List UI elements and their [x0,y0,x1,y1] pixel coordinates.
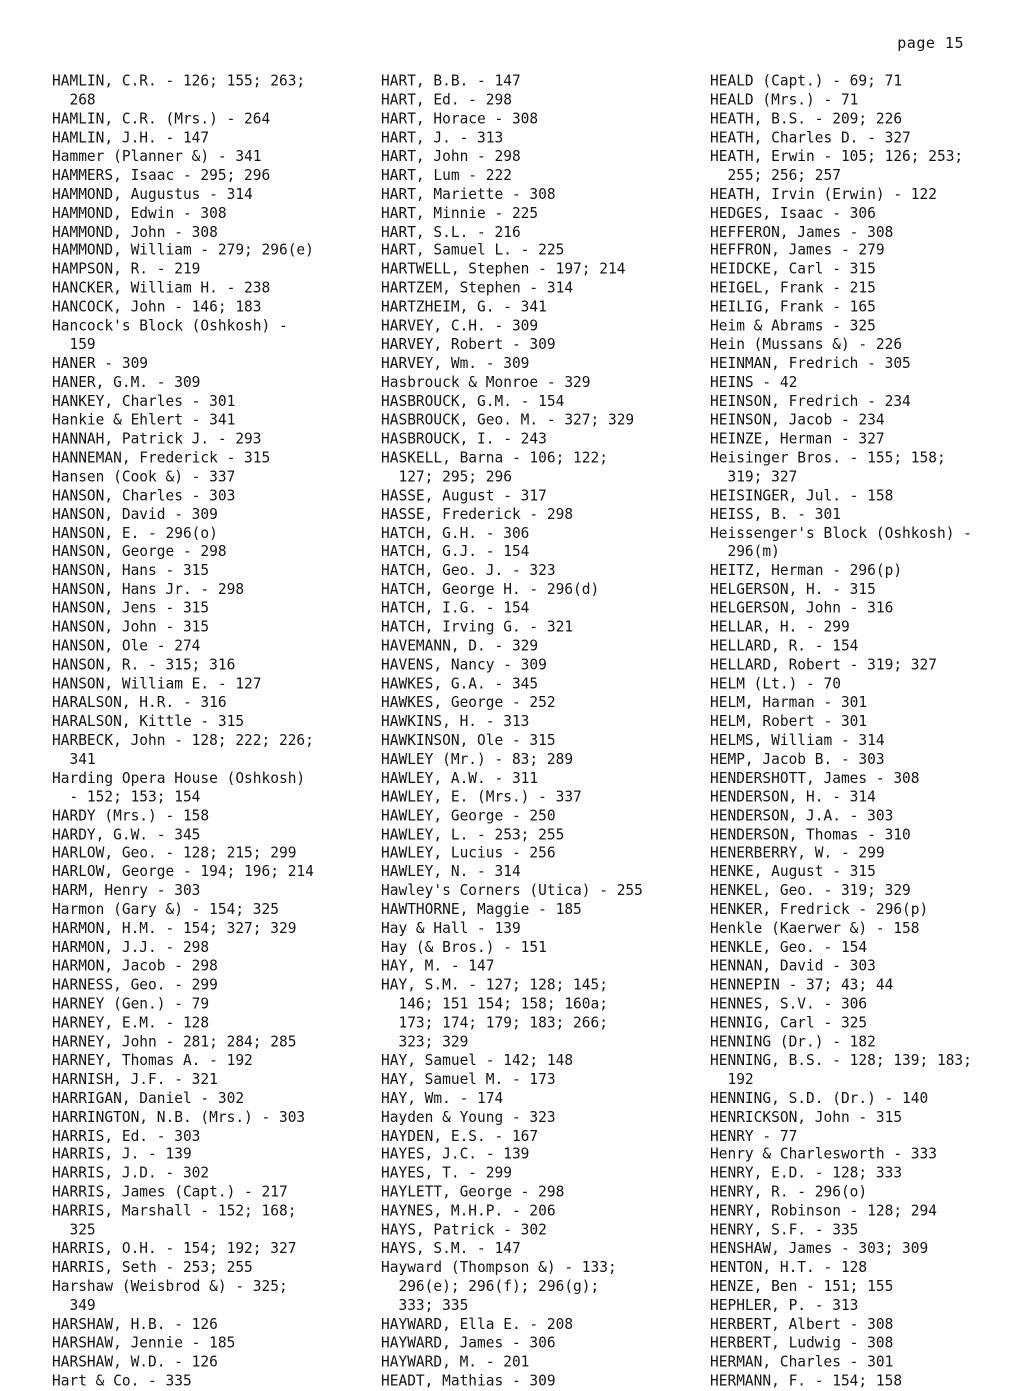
index-entry-line: HARVEY, C.H. - 309 [381,317,539,335]
index-entry-line: HAWKINSON, Ole - 315 [381,732,556,750]
index-entry-line: HAWKES, G.A. - 345 [381,675,539,693]
index-entry-line: HAWKINS, H. - 313 [381,713,530,731]
index-entry-line: HEITZ, Herman - 296(p) [710,562,903,580]
index-entry-line: HAYWARD, M. - 201 [381,1353,530,1371]
index-entry-line: HAYES, T. - 299 [381,1165,512,1183]
index-entry-line: HERBERT, Ludwig - 308 [710,1334,894,1352]
index-entry-line: HARTWELL, Stephen - 197; 214 [381,261,626,279]
index-entry-line: HAY, M. - 147 [381,958,495,976]
index-entry-line: HARALSON, Kittle - 315 [52,713,245,731]
index-entry-line: HEPHLER, P. - 313 [710,1297,859,1315]
index-entry-line: HEINMAN, Fredrich - 305 [710,355,911,373]
index-entry-line: HARLOW, George - 194; 196; 214 [52,864,314,881]
index-entry-line: Hammer (Planner &) - 341 [52,148,262,166]
index-entry-line: HASBROUCK, G.M. - 154 [381,393,565,410]
index-column-1 [52,73,352,1391]
index-entry-line: HATCH, G.J. - 154 [381,543,530,561]
index-entry-line: HEINZE, Herman - 327 [710,430,885,448]
index-entry-line: Hancock's Block (Oshkosh) - [52,317,288,335]
index-entry-line: HAYS, S.M. - 147 [381,1240,521,1258]
index-entry-line: HENNING, S.D. (Dr.) - 140 [710,1090,929,1107]
index-entry-line: HAYWARD, Ella E. - 208 [381,1316,574,1333]
index-entry-line: HELM, Robert - 301 [710,713,868,731]
index-entry-line: HANER, G.M. - 309 [52,374,201,392]
index-entry-line: HEILIG, Frank - 165 [710,299,876,316]
index-entry-line: HARRIS, Marshall - 152; 168; [52,1203,297,1220]
index-entry-line: HANSON, John - 315 [52,619,210,636]
index-entry-line: HAWLEY, E. (Mrs.) - 337 [381,788,582,806]
index-entry-line: HENNEPIN - 37; 43; 44 [710,977,894,994]
index-entry-line: HASSE, Frederick - 298 [381,506,574,523]
index-entry-line: HATCH, Geo. J. - 323 [381,562,556,580]
index-entry-line: HAMLIN, J.H. - 147 [52,129,210,147]
index-entry-line: HARNESS, Geo. - 299 [52,977,218,994]
index-entry-line: HEIDCKE, Carl - 315 [710,261,876,279]
index-entry-line: HAYES, J.C. - 139 [381,1146,530,1164]
index-entry-line: HANSON, Hans - 315 [52,562,210,580]
index-entry-line: HARMON, J.J. - 298 [52,939,210,957]
index-entry-line: HENRY, E.D. - 128; 333 [710,1165,903,1183]
index-entry-line: HAY, Samuel M. - 173 [381,1071,556,1089]
index-entry-line: HANSON, David - 309 [52,506,218,523]
index-entry-line: HATCH, G.H. - 306 [381,525,530,542]
index-entry-line: 268 [52,91,96,109]
index-entry-line: HATCH, Irving G. - 321 [381,619,574,636]
index-entry-line: HATCH, George H. - 296(d) [381,581,600,599]
index-entry-line: HENSHAW, James - 303; 309 [710,1240,929,1258]
index-entry-line: Henkle (Kaerwer &) - 158 [710,920,920,938]
index-entry-line: Hankie & Ehlert - 341 [52,412,236,429]
index-entry-line: Henry & Charlesworth - 333 [710,1146,937,1164]
index-entry-line: HARSHAW, Jennie - 185 [52,1334,236,1352]
index-entry-line: HASKELL, Barna - 106; 122; [381,449,608,467]
index-entry-line: HARNISH, J.F. - 321 [52,1071,218,1089]
index-entry-line: 325 [52,1221,96,1239]
index-entry-line: HANCOCK, John - 146; 183 [52,299,262,316]
index-entry-line: Heisinger Bros. - 155; 158; [710,449,946,467]
index-entry-line: HAWLEY, A.W. - 311 [381,769,539,787]
index-entry-line: HAMLIN, C.R. - 126; 155; 263; [52,73,306,90]
index-entry-line: HENDERSON, J.A. - 303 [710,807,894,825]
index-entry-line: HEALD (Capt.) - 69; 71 [710,73,903,90]
index-entry-line: HAWKES, George - 252 [381,694,556,712]
index-entry-line: HARALSON, H.R. - 316 [52,694,227,712]
index-entry-line: HART, B.B. - 147 [381,73,521,90]
index-entry-line: HELMS, William - 314 [710,732,885,750]
index-entry-line: HELM (Lt.) - 70 [710,675,841,693]
index-entry-line: HARDY (Mrs.) - 158 [52,807,210,825]
index-entry-line: Hawley's Corners (Utica) - 255 [381,882,643,900]
index-entry-line: HENRY - 77 [710,1127,798,1145]
index-entry-line: HENKER, Fredrick - 296(p) [710,901,929,919]
index-entry-line: HELGERSON, H. - 315 [710,581,876,599]
index-entry-line: HARNEY (Gen.) - 79 [52,995,210,1013]
index-entry-line: HENTON, H.T. - 128 [710,1259,868,1277]
index-entry-line: HAWLEY, N. - 314 [381,864,521,881]
index-entry-line: HANKEY, Charles - 301 [52,393,236,410]
index-entry-line: HAWLEY, George - 250 [381,807,556,825]
index-entry-line: HENRICKSON, John - 315 [710,1108,903,1126]
index-entry-line: HEISS, B. - 301 [710,506,841,523]
index-entry-line: 173; 174; 179; 183; 266; [381,1014,608,1032]
index-entry-line: Heim & Abrams - 325 [710,317,876,335]
index-entry-line: HENZE, Ben - 151; 155 [710,1278,894,1296]
index-entry-line: HARRINGTON, N.B. (Mrs.) - 303 [52,1108,306,1126]
index-entry-line: HART, J. - 313 [381,129,504,147]
index-entry-line: 255; 256; 257 [710,167,841,184]
index-entry-line: HAY, Wm. - 174 [381,1090,504,1107]
index-entry-line: 323; 329 [381,1033,469,1051]
index-entry-line: HAYWARD, James - 306 [381,1334,556,1352]
index-entry-line: HARNEY, E.M. - 128 [52,1014,210,1032]
index-entry-line: Hein (Mussans &) - 226 [710,336,903,354]
index-entry-line: HAYLETT, George - 298 [381,1184,565,1202]
index-entry-line: - 152; 153; 154 [52,788,201,806]
index-entry-line: HENRY, S.F. - 335 [710,1221,859,1239]
index-entry-line: HARM, Henry - 303 [52,882,201,900]
index-entry-line: Heissenger's Block (Oshkosh) - [710,525,972,542]
index-entry-line: HANSON, E. - 296(o) [52,525,218,542]
index-entry-line: HENDERSON, Thomas - 310 [710,826,911,844]
index-entry-line: HARRIS, Ed. - 303 [52,1127,201,1145]
index-entry-line: HEISINGER, Jul. - 158 [710,487,894,505]
index-entry-line: HANER - 309 [52,355,149,373]
index-entry-line: 333; 335 [381,1297,469,1315]
index-entry-line: HEADT, Mathias - 309 [381,1372,556,1390]
index-entry-line: HEATH, Erwin - 105; 126; 253; [710,148,964,166]
index-entry-line: HENNES, S.V. - 306 [710,995,868,1013]
index-entry-line: HAWTHORNE, Maggie - 185 [381,901,582,919]
index-entry-line: 127; 295; 296 [381,468,512,486]
index-entry-line: HARSHAW, W.D. - 126 [52,1353,218,1371]
index-entry-line: HAVENS, Nancy - 309 [381,656,547,674]
index-entry-line: HAY, S.M. - 127; 128; 145; [381,977,608,994]
index-entry-line: HANSON, Jens - 315 [52,600,210,618]
index-entry-line: HANNEMAN, Frederick - 315 [52,449,271,467]
index-entry-line: HARNEY, Thomas A. - 192 [52,1052,253,1070]
index-entry-line: HASBROUCK, Geo. M. - 327; 329 [381,412,635,429]
index-entry-line: HARVEY, Robert - 309 [381,336,556,354]
index-entry-line: Hay & Hall - 139 [381,920,521,938]
index-entry-line: HARRIS, Seth - 253; 255 [52,1259,253,1277]
index-entry-line: HAYNES, M.H.P. - 206 [381,1203,556,1220]
index-entry-line: HARMON, H.M. - 154; 327; 329 [52,920,297,938]
index-entry-line: Harshaw (Weisbrod &) - 325; [52,1278,288,1296]
index-entry-line: HARRIS, J.D. - 302 [52,1165,210,1183]
index-entry-line: Harmon (Gary &) - 154; 325 [52,901,279,919]
index-entry-line: HANSON, R. - 315; 316 [52,656,236,674]
index-entry-line: 159 [52,336,96,354]
index-entry-line: HART, John - 298 [381,148,521,166]
index-entry-line: HERBERT, Albert - 308 [710,1316,894,1333]
index-entry-line: HARBECK, John - 128; 222; 226; [52,732,314,750]
index-entry-line: HAMMERS, Isaac - 295; 296 [52,167,271,184]
index-entry-line: HAYS, Patrick - 302 [381,1221,547,1239]
index-entry-line: HARNEY, John - 281; 284; 285 [52,1033,297,1051]
index-entry-line: HART, Mariette - 308 [381,186,556,203]
index-entry-line: HAMMOND, Augustus - 314 [52,186,253,203]
index-entry-line: HELLAR, H. - 299 [710,619,850,636]
index-entry-line: HARDY, G.W. - 345 [52,826,201,844]
index-entry-line: HANSON, Charles - 303 [52,487,236,505]
index-entry-line: HASBROUCK, I. - 243 [381,430,547,448]
index-entry-line: Hansen (Cook &) - 337 [52,468,236,486]
index-entry-line: HEFFERON, James - 308 [710,223,894,241]
index-column-2 [381,73,681,1391]
index-entry-line: 296(e); 296(f); 296(g); [381,1278,600,1296]
index-entry-line: HENNING, B.S. - 128; 139; 183; [710,1052,972,1070]
index-entry-line: HART, Samuel L. - 225 [381,242,565,260]
index-entry-line: HART, S.L. - 216 [381,223,521,241]
index-entry-line: HEFFRON, James - 279 [710,242,885,260]
index-entry-line: HARVEY, Wm. - 309 [381,355,530,373]
index-entry-line: HAVEMANN, D. - 329 [381,638,539,655]
index-entry-line: HANSON, William E. - 127 [52,675,262,693]
index-entry-line: HELLARD, Robert - 319; 327 [710,656,937,674]
index-entry-line: HAMMOND, Edwin - 308 [52,204,227,222]
index-entry-line: HAMLIN, C.R. (Mrs.) - 264 [52,110,271,128]
index-entry-line: HAMPSON, R. - 219 [52,261,201,279]
index-entry-line: HEINSON, Fredrich - 234 [710,393,911,410]
index-entry-line: HASSE, August - 317 [381,487,547,505]
index-entry-line: HAWLEY (Mr.) - 83; 289 [381,751,574,768]
index-entry-line: HAMMOND, John - 308 [52,223,218,241]
index-entry-line: HAMMOND, William - 279; 296(e) [52,242,314,260]
index-entry-line: HANSON, George - 298 [52,543,227,561]
index-entry-line: HANNAH, Patrick J. - 293 [52,430,262,448]
index-entry-line: HAWLEY, L. - 253; 255 [381,826,565,844]
index-entry-line: HARRIS, James (Capt.) - 217 [52,1184,288,1202]
index-entry-line: HEALD (Mrs.) - 71 [710,91,859,109]
index-entry-line: HEATH, B.S. - 209; 226 [710,110,903,128]
index-entry-line: HEIGEL, Frank - 215 [710,280,876,297]
index-entry-line: 341 [52,751,96,768]
index-entry-line: Hayward (Thompson &) - 133; [381,1259,617,1277]
index-entry-line: HENDERSON, H. - 314 [710,788,876,806]
index-entry-line: HEATH, Irvin (Erwin) - 122 [710,186,937,203]
index-entry-line: HARRIS, O.H. - 154; 192; 327 [52,1240,297,1258]
index-entry-line: HAYDEN, E.S. - 167 [381,1127,539,1145]
index-entry-line: HATCH, I.G. - 154 [381,600,530,618]
index-entry-line: HANCKER, William H. - 238 [52,280,271,297]
index-entry-line: HENDERSHOTT, James - 308 [710,769,920,787]
index-entry-line: 349 [52,1297,96,1315]
index-entry-line: HENNAN, David - 303 [710,958,876,976]
index-entry-line: HEINS - 42 [710,374,798,392]
index-entry-line: HENRY, Robinson - 128; 294 [710,1203,937,1220]
index-entry-line: 192 [710,1071,754,1089]
index-entry-line: HELGERSON, John - 316 [710,600,894,618]
index-entry-line: Hart & Co. - 335 [52,1372,192,1390]
index-entry-line: HARRIGAN, Daniel - 302 [52,1090,245,1107]
index-entry-line: HARLOW, Geo. - 128; 215; 299 [52,845,297,863]
index-entry-line: HENNING (Dr.) - 182 [710,1033,876,1051]
index-entry-line: HAY, Samuel - 142; 148 [381,1052,574,1070]
index-entry-line: HERMANN, F. - 154; 158 [710,1372,903,1390]
index-entry-line: HEINSON, Jacob - 234 [710,412,885,429]
index-entry-line: HELM, Harman - 301 [710,694,868,712]
index-entry-line: HARRIS, J. - 139 [52,1146,192,1164]
index-entry-line: HEMP, Jacob B. - 303 [710,751,885,768]
index-entry-line: HELLARD, R. - 154 [710,638,859,655]
index-entry-line: HART, Horace - 308 [381,110,539,128]
index-column-3 [710,73,1010,1391]
index-entry-line: 319; 327 [710,468,798,486]
index-entry-line: HEATH, Charles D. - 327 [710,129,911,147]
index-entry-line: HENKEL, Geo. - 319; 329 [710,882,911,900]
index-entry-line: HART, Minnie - 225 [381,204,539,222]
index-entry-line: Hasbrouck & Monroe - 329 [381,374,591,392]
index-entry-line: HART, Lum - 222 [381,167,512,184]
index-entry-line: HENERBERRY, W. - 299 [710,845,885,863]
index-entry-line: Harding Opera House (Oshkosh) [52,769,306,787]
index-entry-line: 146; 151 154; 158; 160a; [381,995,608,1013]
index-entry-line: HEDGES, Isaac - 306 [710,204,876,222]
index-entry-line: HAWLEY, Lucius - 256 [381,845,556,863]
page-number: page 15 [897,34,964,52]
index-entry-line: Hayden & Young - 323 [381,1108,556,1126]
index-entry-line: HARSHAW, H.B. - 126 [52,1316,218,1333]
index-entry-line: HENKLE, Geo. - 154 [710,939,868,957]
index-entry-line: HERMAN, Charles - 301 [710,1353,894,1371]
index-entry-line: HARTZHEIM, G. - 341 [381,299,547,316]
index-entry-line: HANSON, Hans Jr. - 298 [52,581,245,599]
index-entry-line: HANSON, Ole - 274 [52,638,201,655]
index-entry-line: HENRY, R. - 296(o) [710,1184,868,1202]
index-entry-line: HARTZEM, Stephen - 314 [381,280,574,297]
index-entry-line: HENKE, August - 315 [710,864,876,881]
index-entry-line: HENNIG, Carl - 325 [710,1014,868,1032]
index-entry-line: Hay (& Bros.) - 151 [381,939,547,957]
index-entry-line: HART, Ed. - 298 [381,91,512,109]
index-entry-line: HARMON, Jacob - 298 [52,958,218,976]
index-entry-line: 296(m) [710,543,780,561]
